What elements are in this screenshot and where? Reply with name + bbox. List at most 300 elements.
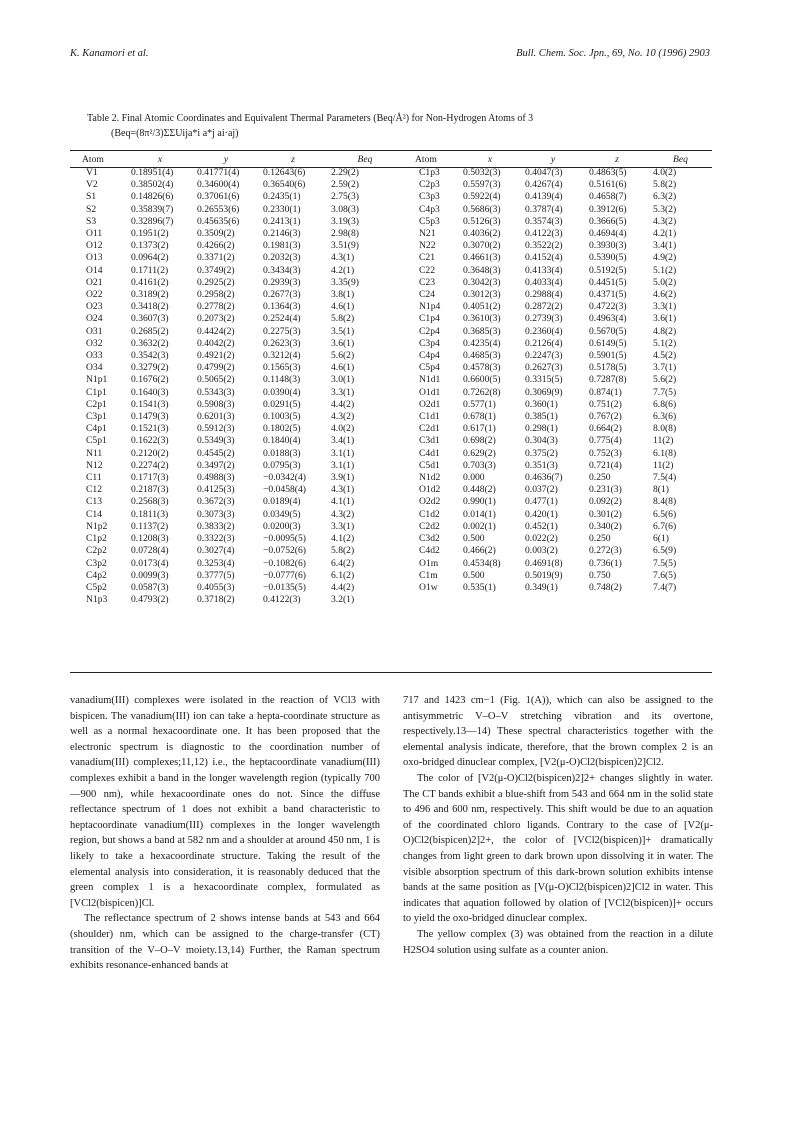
cell-atom: C2p2 <box>86 545 107 557</box>
cell-x: 0.678(1) <box>463 411 496 423</box>
cell-atom: V2 <box>86 179 98 191</box>
cell-z: 0.2524(4) <box>263 313 301 325</box>
paragraph: The yellow complex (3) was obtained from the reaction in a dilute H2SO4 solution using sulfate as a counter anion. <box>403 928 713 956</box>
cell-x <box>459 594 521 606</box>
table-row <box>70 582 712 594</box>
cell-beq: 6.1(2) <box>331 569 355 581</box>
cell-beq: 4.2(1) <box>331 264 355 276</box>
cell-beq: 4.3(2) <box>653 215 677 227</box>
cell-y: 0.3315(5) <box>525 374 563 386</box>
cell-z: 0.272(3) <box>589 545 622 557</box>
table-bottom-rule <box>70 672 712 673</box>
cell-beq: 4.3(2) <box>331 508 355 520</box>
cell-atom: N12 <box>86 459 103 471</box>
cell-atom: C3p4 <box>419 337 440 349</box>
cell-y: 0.5065(2) <box>197 374 235 386</box>
cell-x: 0.14826(6) <box>131 191 174 203</box>
table-row <box>70 570 712 582</box>
coordinates-table <box>70 152 712 606</box>
cell-z: 0.231(3) <box>589 484 622 496</box>
cell-atom: O1w <box>419 581 438 593</box>
cell-x: 0.3189(2) <box>131 289 169 301</box>
cell-beq: 6.8(6) <box>653 398 677 410</box>
cell-y: 0.4042(2) <box>197 337 235 349</box>
cell-atom: N1d1 <box>419 374 441 386</box>
cell-x: 0.4036(2) <box>463 228 501 240</box>
cell-z: 0.4722(3) <box>589 301 627 313</box>
cell-atom: N1p3 <box>86 594 108 606</box>
cell-y: 0.3509(2) <box>197 228 235 240</box>
cell-beq: 4.6(1) <box>331 362 355 374</box>
cell-x: 0.35839(7) <box>131 203 174 215</box>
cell-atom: O32 <box>86 337 103 349</box>
table-caption-title: Table 2. Final Atomic Coordinates and Equivalent Thermal Parameters (Beq/Å²) for Non-Hydrogen Atoms of 3 <box>87 113 534 124</box>
cell-atom: N21 <box>419 228 436 240</box>
cell-x: 0.3648(3) <box>463 264 501 276</box>
paragraph: 717 and 1423 cm−1 (Fig. 1(A)), which can also be assigned to the antisymmetric V–O–V stretching vibration and its overtone, respectively.13—14) These spectral characteristics together with the elemental analysis indicate, therefore, that the brown complex 2 is an oxo-bridged dinuclear complex, [V2(μ-O)Cl2(bispicen)2]Cl2. <box>403 695 713 769</box>
table-row <box>70 496 712 508</box>
table-row <box>70 252 712 264</box>
cell-z: 0.0291(5) <box>263 398 301 410</box>
cell-beq: 6.3(6) <box>653 411 677 423</box>
cell-z: 0.4658(7) <box>589 191 627 203</box>
cell-z: 0.5161(6) <box>589 179 627 191</box>
cell-x: 0.535(1) <box>463 581 496 593</box>
cell-y: 0.2925(2) <box>197 276 235 288</box>
cell-y: 0.4266(2) <box>197 240 235 252</box>
cell-atom: N1p1 <box>86 374 108 386</box>
cell-atom: C1p3 <box>419 167 440 178</box>
cell-x: 0.1951(2) <box>131 228 169 240</box>
cell-z: −0.0752(6) <box>263 545 306 557</box>
cell-beq: 3.8(1) <box>331 289 355 301</box>
cell-y: 0.298(1) <box>525 423 558 435</box>
cell-z: 0.5670(5) <box>589 325 627 337</box>
cell-x: 0.1711(2) <box>131 264 169 276</box>
cell-atom: C1p1 <box>86 386 107 398</box>
cell-z: 0.748(2) <box>589 581 622 593</box>
cell-atom: C3d2 <box>419 533 440 545</box>
cell-z: 0.2413(1) <box>263 215 301 227</box>
table-header-row <box>70 152 712 167</box>
cell-beq: 8.4(8) <box>653 496 677 508</box>
cell-beq: 3.3(1) <box>653 301 677 313</box>
cell-y: 0.2872(2) <box>525 301 563 313</box>
table-row <box>70 558 712 570</box>
cell-atom: O14 <box>86 264 103 276</box>
cell-atom: O24 <box>86 313 103 325</box>
cell-z: 0.2032(3) <box>263 252 301 264</box>
cell-y: 0.3073(3) <box>197 508 235 520</box>
cell-z: 0.874(1) <box>589 386 622 398</box>
cell-atom: O1m <box>419 557 439 569</box>
cell-beq: 3.1(1) <box>331 459 355 471</box>
cell-z: 0.2623(3) <box>263 337 301 349</box>
cell-y: 0.3777(5) <box>197 569 235 581</box>
header-z: z <box>291 154 295 165</box>
cell-x: 0.2685(2) <box>131 325 169 337</box>
cell-beq: 7.7(5) <box>653 386 677 398</box>
cell-z: 0.0349(5) <box>263 508 301 520</box>
cell-z: 0.1981(3) <box>263 240 301 252</box>
cell-beq: 4.4(2) <box>331 398 355 410</box>
table-caption <box>87 111 717 141</box>
cell-z: 0.092(2) <box>589 496 622 508</box>
table-row <box>70 289 712 301</box>
cell-x: 0.3632(2) <box>131 337 169 349</box>
cell-z: 0.301(2) <box>589 508 622 520</box>
table-row <box>70 387 712 399</box>
cell-atom: C4d1 <box>419 447 440 459</box>
cell-x: 0.4534(8) <box>463 557 501 569</box>
cell-beq: 2.75(3) <box>331 191 359 203</box>
cell-atom: C3d1 <box>419 435 440 447</box>
cell-z: 0.1565(3) <box>263 362 301 374</box>
cell-y: 0.3787(4) <box>525 203 563 215</box>
cell-atom: N22 <box>419 240 436 252</box>
cell-x: 0.4793(2) <box>131 594 169 606</box>
cell-x: 0.0728(4) <box>131 545 169 557</box>
cell-x: 0.4235(4) <box>463 337 501 349</box>
cell-z <box>585 594 649 606</box>
header-beq: Beq <box>357 154 373 165</box>
cell-atom: N1p2 <box>86 520 108 532</box>
cell-x: 0.3610(3) <box>463 313 501 325</box>
cell-x: 0.4661(3) <box>463 252 501 264</box>
cell-beq: 6.5(9) <box>653 545 677 557</box>
cell-y: 0.3574(3) <box>525 215 563 227</box>
cell-beq: 4.9(2) <box>653 252 677 264</box>
cell-z: 0.4963(4) <box>589 313 627 325</box>
cell-beq: 3.35(9) <box>331 276 359 288</box>
table-row <box>70 362 712 374</box>
table-row <box>70 301 712 313</box>
body-column-left <box>70 693 380 974</box>
cell-z: 0.4451(5) <box>589 276 627 288</box>
cell-z: 0.1364(3) <box>263 301 301 313</box>
cell-beq: 11(2) <box>653 459 674 471</box>
cell-beq: 3.1(1) <box>331 447 355 459</box>
cell-beq: 6.4(2) <box>331 557 355 569</box>
cell-atom: C4d2 <box>419 545 440 557</box>
table-row <box>70 216 712 228</box>
cell-y: 0.3253(4) <box>197 557 235 569</box>
table-row <box>70 179 712 191</box>
cell-x: 0.698(2) <box>463 435 496 447</box>
cell-beq: 4.8(2) <box>653 325 677 337</box>
cell-z: 0.1148(3) <box>263 374 301 386</box>
cell-atom: C3p1 <box>86 411 107 423</box>
cell-y: 0.022(2) <box>525 533 558 545</box>
cell-x: 0.4685(3) <box>463 350 501 362</box>
cell-beq: 2.59(2) <box>331 179 359 191</box>
cell-beq: 5.3(2) <box>653 203 677 215</box>
table-row <box>70 545 712 557</box>
cell-atom: O13 <box>86 252 103 264</box>
cell-beq <box>649 594 712 606</box>
table-caption-formula: (Beq=(8π²/3)ΣΣUija*i a*j ai·aj) <box>111 128 239 139</box>
table-top-rule <box>70 150 712 151</box>
cell-x: 0.0587(3) <box>131 581 169 593</box>
table-row <box>70 350 712 362</box>
cell-atom: C2p3 <box>419 179 440 191</box>
cell-atom: C1p2 <box>86 533 107 545</box>
cell-z: 0.1802(5) <box>263 423 301 435</box>
cell-z: 0.0188(3) <box>263 447 301 459</box>
cell-y: 0.452(1) <box>525 520 558 532</box>
paragraph: The reflectance spectrum of 2 shows intense bands at 543 and 664 (shoulder) nm, which can be assigned to the charge-transfer (CT) transition of the V–O–V moiety.13,14) Further, the Raman spectrum exhibits resonance-enhanced bands at <box>70 913 380 972</box>
cell-y: 0.4424(2) <box>197 325 235 337</box>
cell-z: 0.5901(5) <box>589 350 627 362</box>
cell-beq: 5.1(2) <box>653 337 677 349</box>
cell-y: 0.4799(2) <box>197 362 235 374</box>
cell-x: 0.3070(2) <box>463 240 501 252</box>
cell-y: 0.4033(4) <box>525 276 563 288</box>
cell-y: 0.4636(7) <box>525 472 563 484</box>
cell-beq: 6.1(8) <box>653 447 677 459</box>
cell-beq: 3.3(1) <box>331 520 355 532</box>
cell-y: 0.4545(2) <box>197 447 235 459</box>
cell-x: 0.1676(2) <box>131 374 169 386</box>
cell-y: 0.2126(4) <box>525 337 563 349</box>
cell-beq: 2.29(2) <box>331 167 359 178</box>
table-row <box>70 484 712 496</box>
cell-z: 0.1003(5) <box>263 411 301 423</box>
cell-atom: C2p4 <box>419 325 440 337</box>
cell-beq: 6.3(2) <box>653 191 677 203</box>
cell-atom: C21 <box>419 252 435 264</box>
cell-x: 0.3418(2) <box>131 301 169 313</box>
header-y: y <box>223 154 229 165</box>
cell-y: 0.2778(2) <box>197 301 235 313</box>
cell-beq: 4.3(2) <box>331 411 355 423</box>
cell-z: 0.1840(4) <box>263 435 301 447</box>
cell-beq: 3.08(3) <box>331 203 359 215</box>
cell-atom: C5d1 <box>419 459 440 471</box>
table-row <box>70 167 712 179</box>
cell-x: 0.3542(3) <box>131 350 169 362</box>
cell-y: 0.375(2) <box>525 447 558 459</box>
cell-beq: 5.6(2) <box>331 350 355 362</box>
cell-z: 0.3912(6) <box>589 203 627 215</box>
cell-atom: C2p1 <box>86 398 107 410</box>
table-row <box>70 411 712 423</box>
cell-atom: O34 <box>86 362 103 374</box>
cell-x: 0.2120(2) <box>131 447 169 459</box>
cell-x: 0.617(1) <box>463 423 496 435</box>
cell-x: 0.4161(2) <box>131 276 169 288</box>
cell-beq: 3.4(1) <box>653 240 677 252</box>
cell-z: 0.721(4) <box>589 459 622 471</box>
header-beq: Beq <box>673 154 688 165</box>
cell-beq: 5.1(2) <box>653 264 677 276</box>
cell-y: 0.3027(4) <box>197 545 235 557</box>
cell-beq: 4.1(1) <box>331 496 355 508</box>
cell-atom: C22 <box>419 264 435 276</box>
cell-z: 0.0795(3) <box>263 459 301 471</box>
cell-z: 0.250 <box>589 472 611 484</box>
cell-y: 0.3718(2) <box>197 594 235 606</box>
cell-beq: 3.6(1) <box>331 337 355 349</box>
cell-z: 0.5178(5) <box>589 362 627 374</box>
cell-z: 0.4371(5) <box>589 289 627 301</box>
cell-x: 0.002(1) <box>463 520 496 532</box>
cell-beq: 3.51(9) <box>331 240 359 252</box>
cell-z: 0.250 <box>589 533 611 545</box>
cell-x: 0.1717(3) <box>131 472 169 484</box>
cell-z: 0.664(2) <box>589 423 622 435</box>
cell-z: 0.2435(1) <box>263 191 301 203</box>
header-x: x <box>157 154 163 165</box>
table-row <box>70 191 712 203</box>
cell-beq: 4.4(2) <box>331 581 355 593</box>
cell-z: 0.736(1) <box>589 557 622 569</box>
cell-y: 0.385(1) <box>525 411 558 423</box>
cell-y: 0.3322(3) <box>197 533 235 545</box>
cell-z: 0.0200(3) <box>263 520 301 532</box>
cell-y: 0.4267(4) <box>525 179 563 191</box>
cell-beq: 3.0(1) <box>331 374 355 386</box>
cell-y: 0.5912(3) <box>197 423 235 435</box>
cell-x: 0.0099(3) <box>131 569 169 581</box>
cell-atom: C2d2 <box>419 520 440 532</box>
cell-x: 0.18951(4) <box>131 167 174 178</box>
cell-atom: V1 <box>86 167 98 178</box>
cell-x: 0.500 <box>463 533 485 545</box>
cell-atom <box>403 594 459 606</box>
cell-atom: O2d1 <box>419 398 441 410</box>
cell-beq: 7.4(7) <box>653 581 677 593</box>
cell-y: 0.349(1) <box>525 581 558 593</box>
cell-y: 0.4047(3) <box>525 167 563 178</box>
cell-x: 0.1373(2) <box>131 240 169 252</box>
cell-beq: 4.3(1) <box>331 252 355 264</box>
cell-x: 0.3042(3) <box>463 276 501 288</box>
cell-beq: 6.7(6) <box>653 520 677 532</box>
cell-y: 0.3749(2) <box>197 264 235 276</box>
cell-x: 0.1479(3) <box>131 411 169 423</box>
cell-atom: C2d1 <box>419 423 440 435</box>
cell-z: 0.3434(3) <box>263 264 301 276</box>
cell-beq: 4.6(1) <box>331 301 355 313</box>
cell-atom: C13 <box>86 496 102 508</box>
cell-atom: C4p2 <box>86 569 107 581</box>
cell-atom: S3 <box>86 215 97 227</box>
cell-y: 0.5343(3) <box>197 386 235 398</box>
cell-x: 0.38502(4) <box>131 179 174 191</box>
cell-y: 0.2988(4) <box>525 289 563 301</box>
cell-z: 0.7287(8) <box>589 374 627 386</box>
cell-y: 0.26553(6) <box>197 203 240 215</box>
cell-atom: C1m <box>419 569 438 581</box>
cell-y: 0.3069(9) <box>525 386 563 398</box>
cell-atom: O2d2 <box>419 496 441 508</box>
cell-x: 0.1208(3) <box>131 533 169 545</box>
table-row <box>70 509 712 521</box>
cell-y: 0.4125(3) <box>197 484 235 496</box>
cell-beq: 7.6(5) <box>653 569 677 581</box>
header-atom: Atom <box>82 154 104 165</box>
cell-z: 0.3930(3) <box>589 240 627 252</box>
cell-y: 0.5019(9) <box>525 569 563 581</box>
cell-beq: 6(1) <box>653 533 669 545</box>
table-row <box>70 594 712 606</box>
cell-atom: C1p4 <box>419 313 440 325</box>
cell-y: 0.477(1) <box>525 496 558 508</box>
cell-beq: 4.6(2) <box>653 289 677 301</box>
cell-beq: 3.6(1) <box>653 313 677 325</box>
cell-z: 0.340(2) <box>589 520 622 532</box>
cell-beq: 5.8(2) <box>331 313 355 325</box>
cell-y: 0.3497(2) <box>197 459 235 471</box>
paragraph: The color of [V2(μ-O)Cl2(bispicen)2]2+ changes slightly in water. The CT bands exhibit a blue-shift from 543 and 664 nm in the solid state to 496 and 600 nm, respectively. This shift would be due to an aquation of the coordinated chloro ligands. Contrary to the case of [V2(μ-O)Cl2(bispicen)2]2+, the color of [VCl2(bispicen)]+ dramatically changes from light green to dark brown upon dissolving it in water. The visible absorption spectrum of this dark-brown solution exhibits intense bands at the same position as [V(μ-O)Cl2(bispicen)2]Cl2 in water. This indicates that aquation followed by olation of [VCl2(bispicen)]+ occurs to yield the oxo-bridged dinuclear complex. <box>403 772 713 925</box>
cell-z: 0.0390(4) <box>263 386 301 398</box>
cell-z: 0.4694(4) <box>589 228 627 240</box>
cell-y: 0.4133(4) <box>525 264 563 276</box>
cell-y: 0.3522(2) <box>525 240 563 252</box>
header-y: y <box>550 154 556 165</box>
cell-atom: O12 <box>86 240 103 252</box>
cell-z: 0.6149(5) <box>589 337 627 349</box>
cell-atom: S2 <box>86 203 97 215</box>
cell-beq: 7.5(5) <box>653 557 677 569</box>
cell-z: 0.3666(5) <box>589 215 627 227</box>
cell-beq: 4.0(2) <box>331 423 355 435</box>
cell-y: 0.34600(4) <box>197 179 240 191</box>
cell-y: 0.351(3) <box>525 459 558 471</box>
cell-y: 0.6201(3) <box>197 411 235 423</box>
cell-y: 0.037(2) <box>525 484 558 496</box>
cell-y: 0.3833(2) <box>197 520 235 532</box>
cell-atom: C4p3 <box>419 203 440 215</box>
cell-y: 0.2360(4) <box>525 325 563 337</box>
cell-y <box>521 594 585 606</box>
cell-atom: C4p4 <box>419 350 440 362</box>
cell-y: 0.5908(3) <box>197 398 235 410</box>
cell-x: 0.990(1) <box>463 496 496 508</box>
cell-beq: 3.9(1) <box>331 472 355 484</box>
cell-y: 0.304(3) <box>525 435 558 447</box>
running-header-authors: K. Kanamori et al. <box>70 48 149 59</box>
cell-z: 0.5390(5) <box>589 252 627 264</box>
cell-x: 0.4051(2) <box>463 301 501 313</box>
cell-y: 0.003(2) <box>525 545 558 557</box>
cell-y: 0.4988(3) <box>197 472 235 484</box>
header-x: x <box>487 154 493 165</box>
cell-beq: 5.0(2) <box>653 276 677 288</box>
cell-beq: 4.1(2) <box>331 533 355 545</box>
table-row <box>70 533 712 545</box>
cell-y: 0.45635(6) <box>197 215 240 227</box>
cell-atom: O1d1 <box>419 386 441 398</box>
cell-z: 0.36540(6) <box>263 179 306 191</box>
cell-x: 0.3279(2) <box>131 362 169 374</box>
cell-atom: C24 <box>419 289 435 301</box>
cell-beq: 3.3(1) <box>331 386 355 398</box>
table-row <box>70 448 712 460</box>
cell-z: −0.0458(4) <box>263 484 306 496</box>
paragraph: vanadium(III) complexes were isolated in the reaction of VCl3 with bispicen. The vanadium(III) ion can take a hepta-coordinate structure as well as a normal hexacoordinate one. It has been proposed that the electronic spectrum is diagnostic to the coordination number of vanadium(III) complexes;11,12) i.e., the heptacoordinate vanadium(III) complexes exhibit a band in the longer wavelength region (typically 700—900 nm), while hexacoordinate ones do not. Since the diffuse reflectance spectrum of 1 does not exhibit a band characteristic to heptacoordinate vanadium(III) complexes in the longer wavelength region, but shows a band at 582 nm and a shoulder at around 450 nm, 1 is likely to take a hexacoordinate structure. Taking the result of the elemental analysis into consideration, it is reasonably deduced that the green complex 1 is a hexacoordinate complex, formulated as [VCl2(bispicen)]Cl. <box>70 695 380 909</box>
cell-z: 0.775(4) <box>589 435 622 447</box>
cell-x: 0.466(2) <box>463 545 496 557</box>
cell-beq: 7.5(4) <box>653 472 677 484</box>
cell-y: 0.2247(3) <box>525 350 563 362</box>
table-row <box>70 313 712 325</box>
cell-y: 0.3672(3) <box>197 496 235 508</box>
table-row <box>70 460 712 472</box>
table-row <box>70 240 712 252</box>
cell-x: 0.1137(2) <box>131 520 169 532</box>
